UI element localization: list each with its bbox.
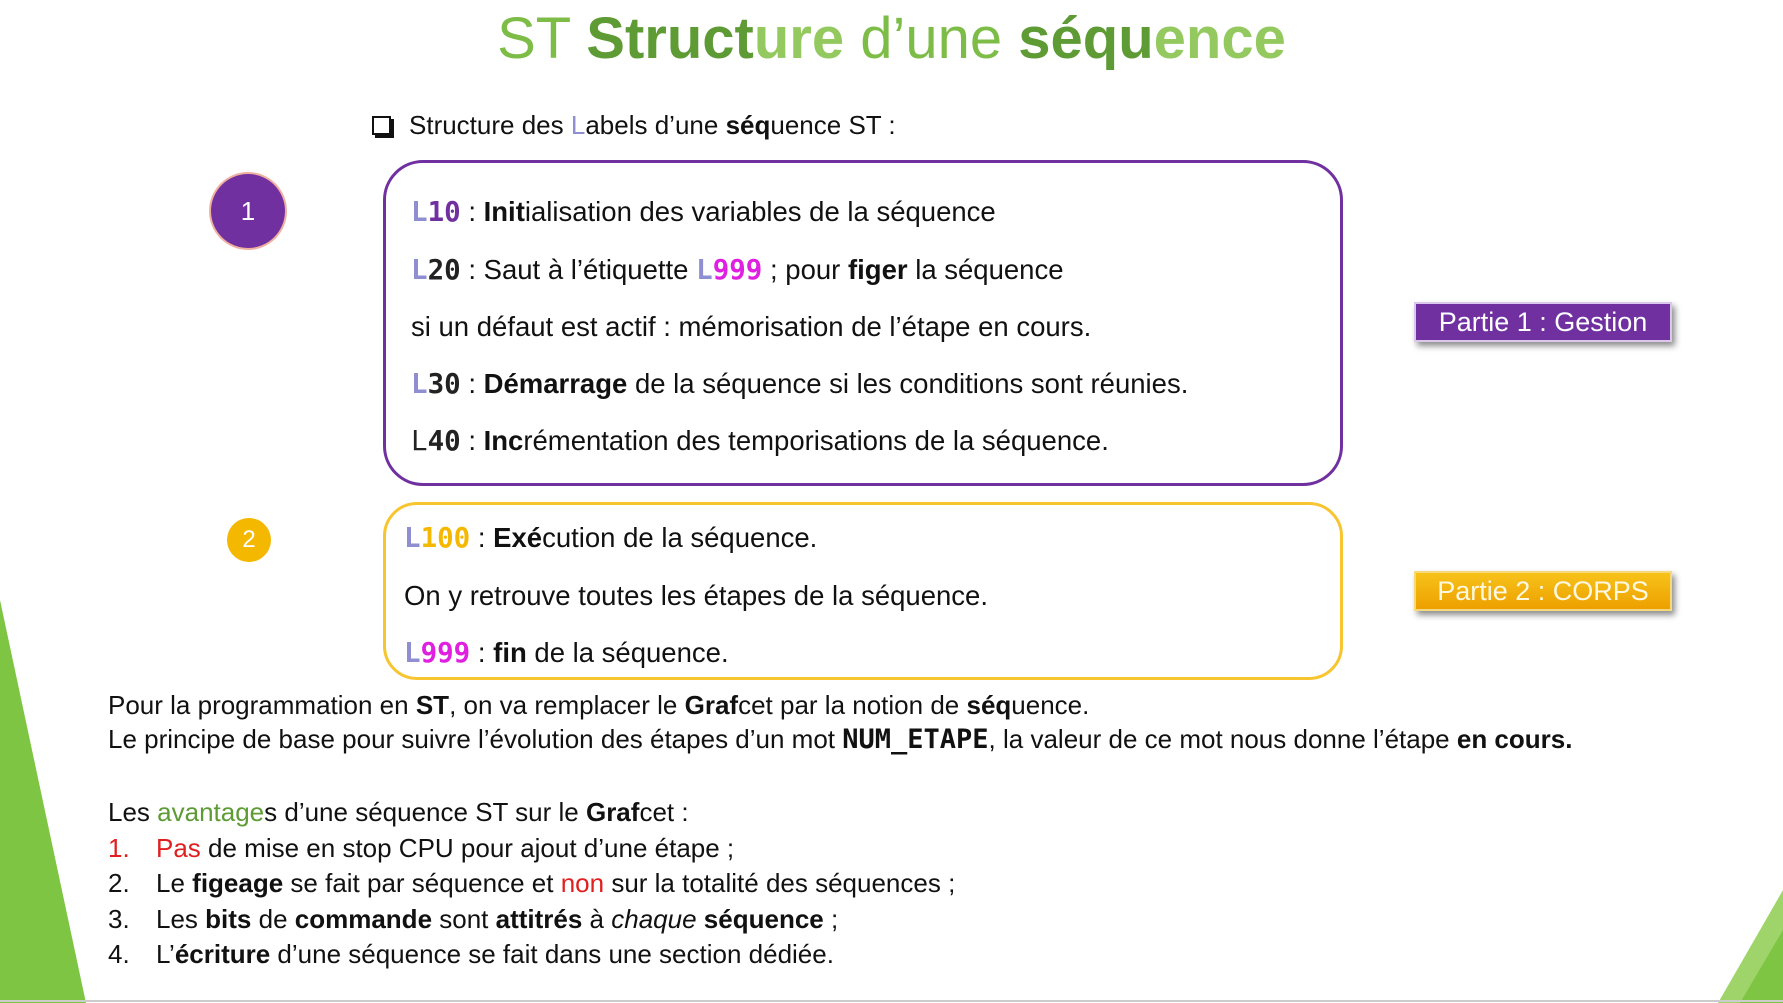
label-l10-line: L10 : Initialisation des variables de la séquence <box>411 196 996 228</box>
label-l100-continuation: On y retrouve toutes les étapes de la séquence. <box>404 580 988 611</box>
advantage-item-4: 4. L’écriture d’une séquence se fait dans une section dédiée. <box>108 939 834 969</box>
step-2-badge: 2 <box>227 518 271 562</box>
advantage-item-2: 2. Le figeage se fait par séquence et non sur la totalité des séquences ; <box>108 868 956 898</box>
label-l999-line: L999 : fin de la séquence. <box>404 637 729 669</box>
advantage-item-1: 1. Pas de mise en stop CPU pour ajout d’une étape ; <box>108 833 735 863</box>
intro-paragraph-2: Le principe de base pour suivre l’évolution des étapes d’un mot NUM_ETAPE, la valeur de ce mot nous donne l’étape en cours. <box>108 724 1573 755</box>
advantages-intro: Les avantages d’une séquence ST sur le Grafcet : <box>108 797 689 827</box>
label-l20-line: L20 : Saut à l’étiquette L999 ; pour figer la séquence <box>411 254 1064 286</box>
intro-paragraph-1: Pour la programmation en ST, on va remplacer le Grafcet par la notion de séquence. <box>108 690 1090 720</box>
label-l100-line: L100 : Exécution de la séquence. <box>404 522 818 554</box>
label-l30-line: L30 : Démarrage de la séquence si les conditions sont réunies. <box>411 368 1189 400</box>
part-2-tag: Partie 2 : CORPS <box>1414 571 1672 611</box>
advantage-item-3: 3. Les bits de commande sont attitrés à chaque séquence ; <box>108 904 839 934</box>
label-l20-continuation: si un défaut est actif : mémorisation de l’étape en cours. <box>411 311 1092 342</box>
section-heading: Structure des Labels d’une séquence ST : <box>372 108 896 142</box>
slide-title: ST Structure d’une séquence <box>497 6 1286 71</box>
step-1-badge: 1 <box>211 174 285 248</box>
checkbox-bullet-icon <box>372 116 391 135</box>
part-1-tag: Partie 1 : Gestion <box>1414 302 1672 342</box>
label-l40-line: L40 : Incrémentation des temporisations de la séquence. <box>411 425 1109 457</box>
